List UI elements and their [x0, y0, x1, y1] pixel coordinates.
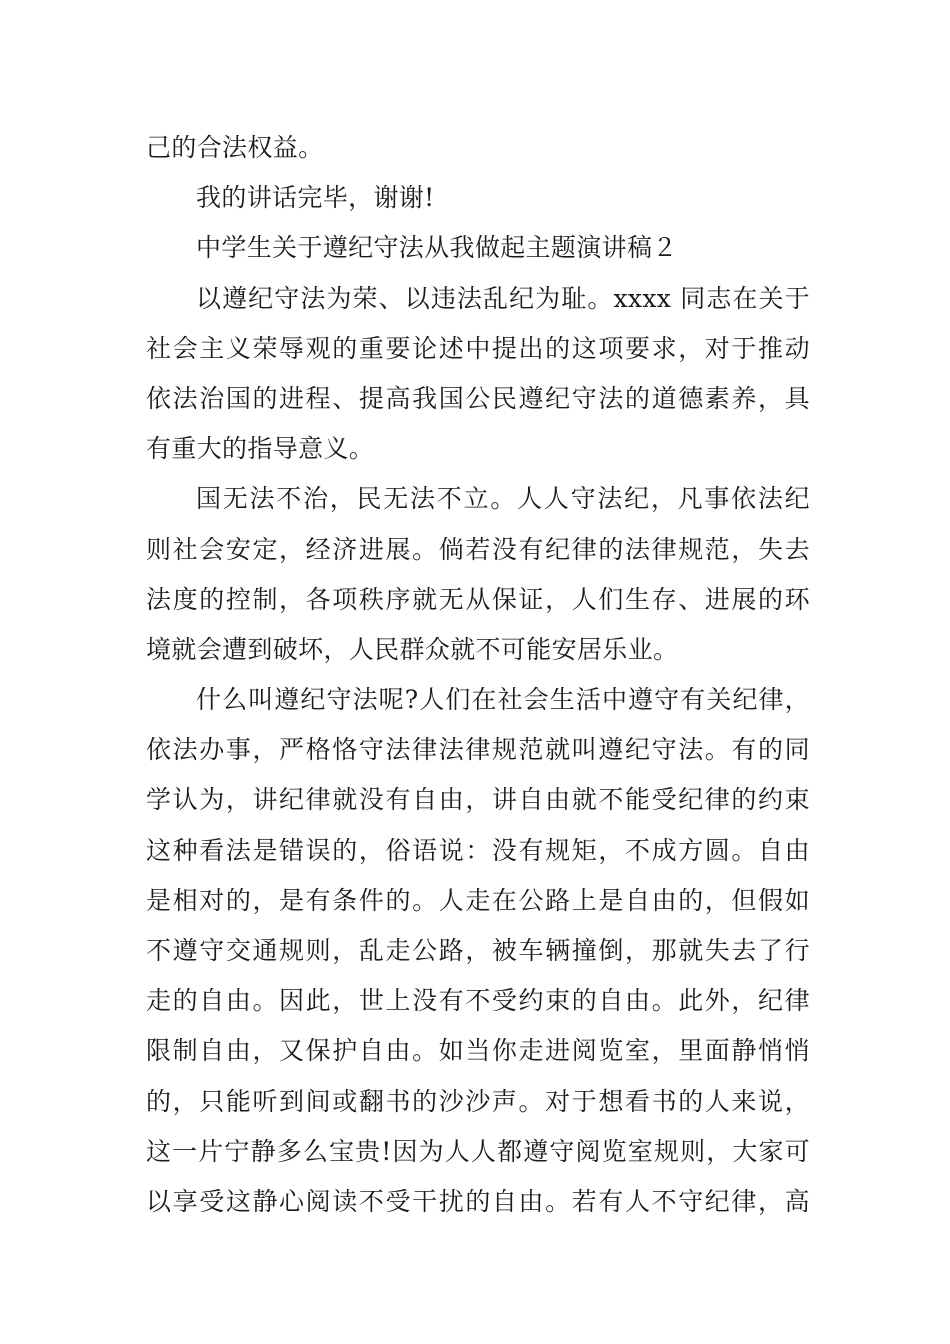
text-line: 以遵纪守法为荣、以违法乱纪为耻。xxxx 同志在关于: [196, 283, 810, 313]
text-line: 中学生关于遵纪守法从我做起主题演讲稿２: [196, 233, 678, 263]
text-line: 限制自由，又保护自由。如当你走进阅览室，里面静悄悄: [146, 1036, 810, 1066]
text-line: 有重大的指导意义。: [146, 434, 375, 464]
text-line: 法度的控制，各项秩序就无从保证，人们生存、进展的环: [146, 584, 810, 614]
text-line: 学认为，讲纪律就没有自由，讲自由就不能受纪律的约束: [146, 785, 810, 815]
text-line: 则社会安定，经济进展。倘若没有纪律的法律规范，失去: [146, 534, 810, 564]
text-line: 走的自由。因此，世上没有不受约束的自由。此外，纪律: [146, 986, 810, 1016]
text-line: 不遵守交通规则，乱走公路，被车辆撞倒，那就失去了行: [146, 936, 810, 965]
text-line: 己的合法权益。: [146, 133, 324, 162]
text-line: 这一片宁静多么宝贵!因为人人都遵守阅览室规则，大家可: [146, 1136, 810, 1166]
text-line: 境就会遭到破坏，人民群众就不可能安居乐业。: [146, 634, 679, 664]
text-line: 依法办事，严格恪守法律法律规范就叫遵纪守法。有的同: [146, 735, 810, 765]
text-line: 我的讲话完毕，谢谢!: [196, 183, 435, 213]
text-line: 是相对的，是有条件的。人走在公路上是自由的，但假如: [146, 885, 810, 915]
text-line: 这种看法是错误的，俗语说：没有规矩，不成方圆。自由: [146, 835, 810, 865]
text-line: 依法治国的进程、提高我国公民遵纪守法的道德素养，具: [146, 383, 810, 413]
text-line: 什么叫遵纪守法呢?人们在社会生活中遵守有关纪律，: [196, 685, 810, 715]
text-line: 社会主义荣辱观的重要论述中提出的这项要求，对于推动: [146, 333, 810, 363]
text-line: 以享受这静心阅读不受干扰的自由。若有人不守纪律，高: [146, 1186, 810, 1216]
text-line: 国无法不治，民无法不立。人人守法纪，凡事依法纪: [196, 484, 810, 514]
document-page: [146, 123, 810, 1227]
text-line: 的，只能听到间或翻书的沙沙声。对于想看书的人来说，: [146, 1086, 810, 1116]
